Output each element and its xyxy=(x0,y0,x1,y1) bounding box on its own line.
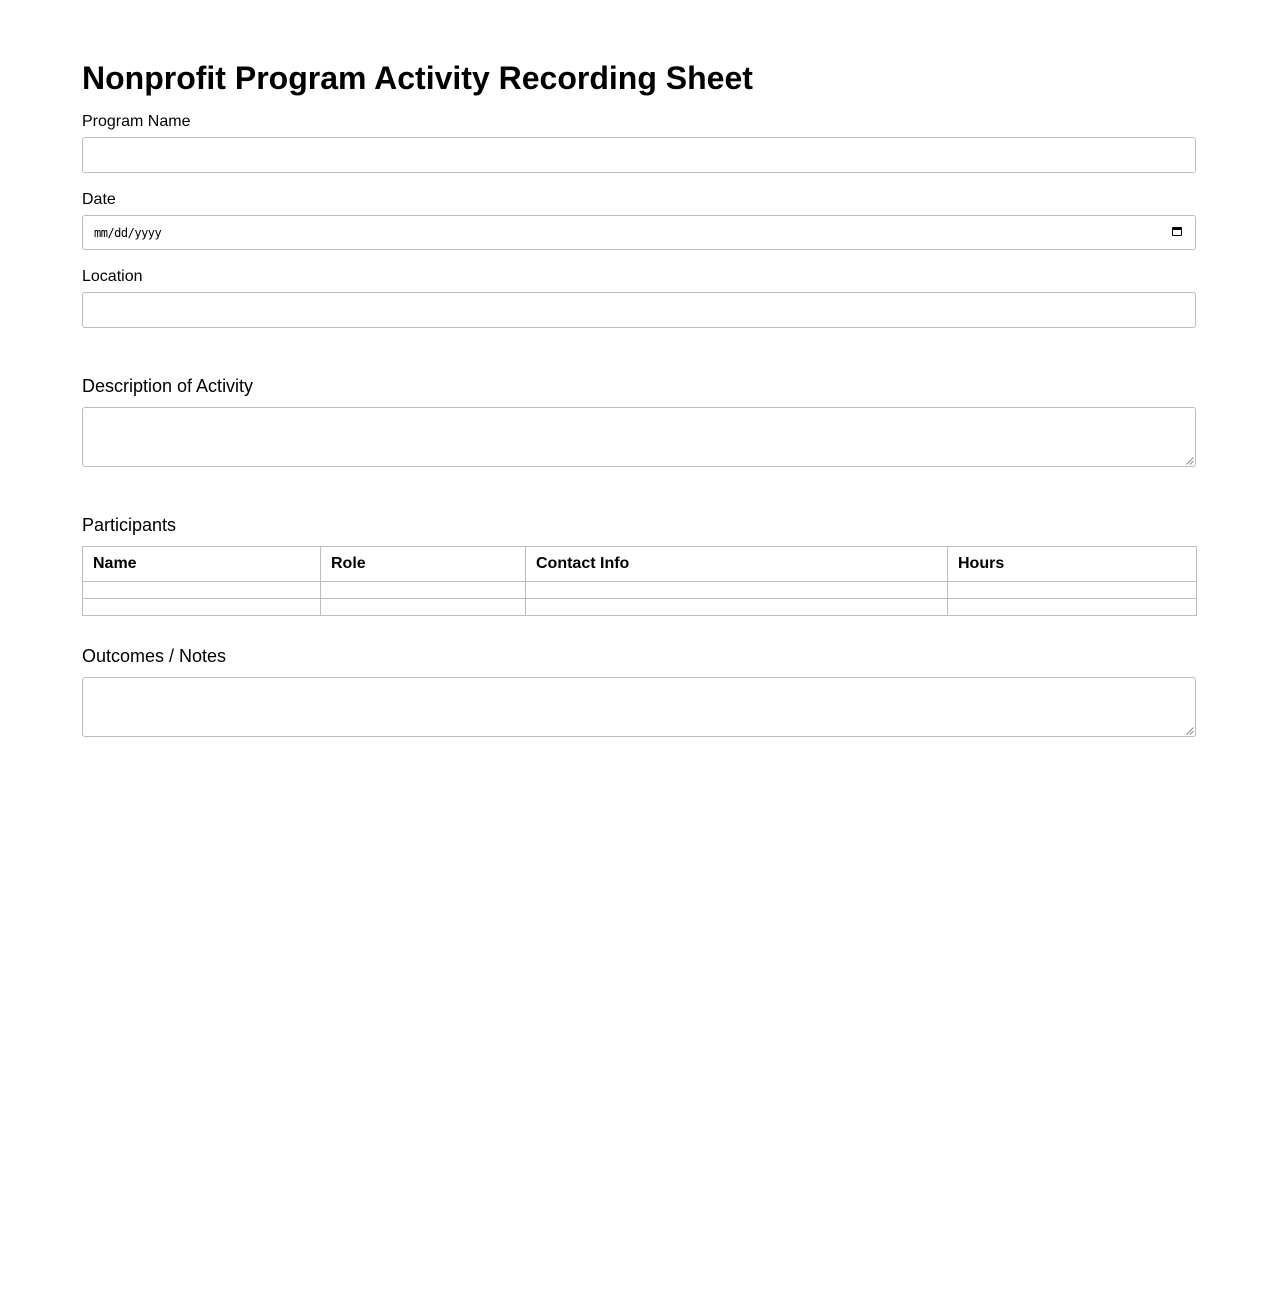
table-cell-contact-info[interactable] xyxy=(526,582,948,599)
table-row xyxy=(83,582,1197,599)
outcomes-textarea[interactable] xyxy=(82,677,1196,737)
date-input[interactable] xyxy=(82,215,1196,250)
table-cell-name[interactable] xyxy=(83,599,321,616)
participants-label: Participants xyxy=(82,515,177,535)
column-header-contact-info: Contact Info xyxy=(526,547,948,582)
resize-grip-icon[interactable] xyxy=(1186,457,1194,465)
outcomes-label: Outcomes / Notes xyxy=(82,646,227,666)
column-header-hours: Hours xyxy=(948,547,1197,582)
column-header-name: Name xyxy=(83,547,321,582)
table-cell-hours[interactable] xyxy=(948,599,1197,616)
table-header-row xyxy=(83,547,1197,582)
table-cell-name[interactable] xyxy=(83,582,321,599)
location-input[interactable] xyxy=(82,292,1196,328)
table-cell-hours[interactable] xyxy=(948,582,1197,599)
date-label: Date xyxy=(82,191,116,208)
description-textarea[interactable] xyxy=(82,407,1196,467)
program-name-label: Program Name xyxy=(82,113,191,130)
table-row xyxy=(83,599,1197,616)
table-cell-role[interactable] xyxy=(321,599,526,616)
location-label: Location xyxy=(82,268,143,285)
calendar-icon[interactable] xyxy=(1172,227,1182,236)
participants-table xyxy=(82,546,1197,616)
description-label: Description of Activity xyxy=(82,376,254,396)
table-cell-role[interactable] xyxy=(321,582,526,599)
resize-grip-icon[interactable] xyxy=(1186,727,1194,735)
column-header-role: Role xyxy=(321,547,526,582)
date-placeholder: mm/dd/yyyy xyxy=(94,226,162,240)
program-name-input[interactable] xyxy=(82,137,1196,173)
page-title: Nonprofit Program Activity Recording Sheet xyxy=(82,60,753,96)
table-cell-contact-info[interactable] xyxy=(526,599,948,616)
